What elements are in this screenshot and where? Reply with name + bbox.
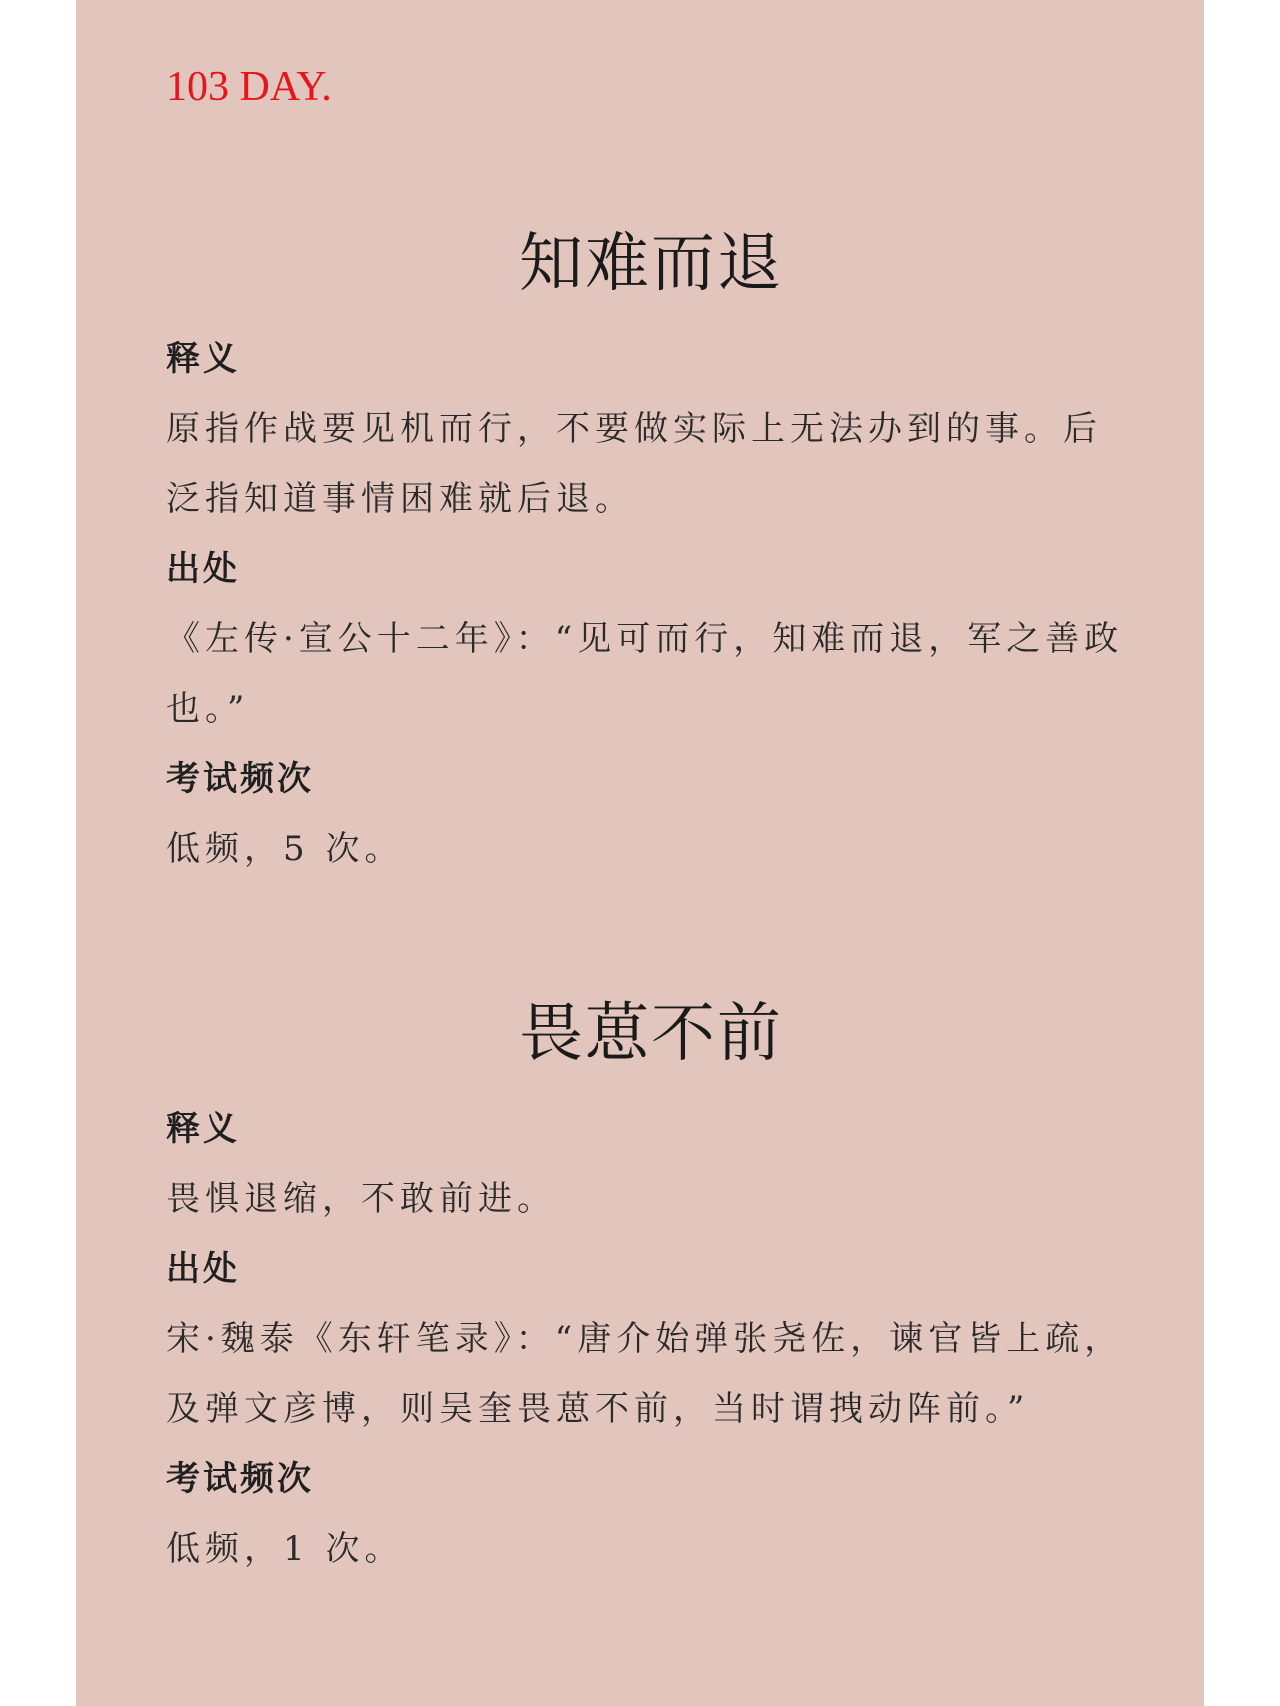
meaning-label: 释义	[166, 1109, 240, 1149]
idiom-title: 知难而退	[519, 227, 783, 301]
frequency-text: 低频，1 次。	[166, 1529, 404, 1569]
frequency-label: 考试频次	[166, 759, 314, 799]
source-text: 宋·魏泰《东轩笔录》：“唐介始弹张尧佐，谏官皆上疏，及弹文彦博，则吴奎畏葸不前，当时谓拽动阵前。”	[166, 1319, 1124, 1429]
idiom-title: 畏葸不前	[519, 997, 783, 1071]
meaning-text: 原指作战要见机而行，不要做实际上无法办到的事。后泛指知道事情困难就后退。	[166, 409, 1102, 519]
frequency-text: 低频，5 次。	[166, 829, 404, 869]
source-text: 《左传·宣公十二年》：“见可而行，知难而退，军之善政也。”	[166, 619, 1124, 729]
day-label: 103 DAY.	[166, 64, 332, 110]
idiom-entry-1	[166, 227, 1136, 884]
source-label: 出处	[166, 1249, 240, 1289]
idiom-entry-2	[166, 997, 1136, 1584]
frequency-label: 考试频次	[166, 1459, 314, 1499]
meaning-label: 释义	[166, 339, 240, 379]
source-label: 出处	[166, 549, 240, 589]
page-background	[76, 0, 1204, 1706]
meaning-text: 畏惧退缩，不敢前进。	[166, 1179, 556, 1219]
